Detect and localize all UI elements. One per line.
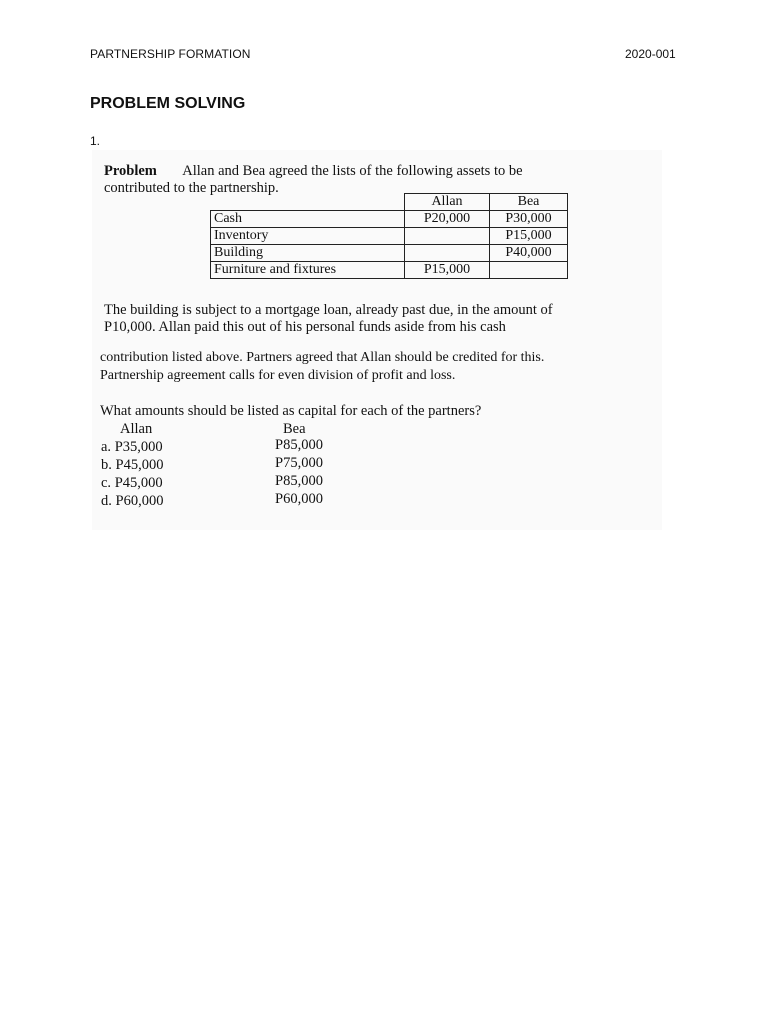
table-cell-asset: Building — [211, 245, 405, 262]
choices-header-allan: Allan — [120, 421, 153, 437]
table-cell-asset: Cash — [211, 211, 405, 228]
table-row — [211, 228, 568, 245]
table-row — [211, 211, 568, 228]
choice-bea-amount: P75,000 — [275, 455, 323, 471]
table-cell-bea: P30,000 — [490, 211, 568, 228]
choice-allan-amount: P35,000 — [114, 439, 163, 455]
choice-bea-amount: P85,000 — [275, 473, 323, 489]
table-cell-bea — [490, 262, 568, 279]
table-row — [211, 262, 568, 279]
paragraph-1-line-1: The building is subject to a mortgage loan, already past due, in the amount of — [104, 302, 553, 318]
table-row — [211, 245, 568, 262]
choices-header-bea: Bea — [283, 421, 306, 437]
table-cell-allan — [405, 245, 490, 262]
choice-allan-amount: P60,000 — [115, 493, 164, 509]
table-cell-allan — [405, 228, 490, 245]
table-header-row — [211, 194, 568, 211]
choice-allan-amount: P45,000 — [114, 475, 163, 491]
problem-intro-line-1 — [104, 163, 523, 180]
answer-choice-d — [101, 493, 163, 510]
table-cell-bea: P15,000 — [490, 228, 568, 245]
problem-label: Problem — [104, 163, 157, 179]
answer-choice-a — [101, 439, 163, 456]
header-code: 2020-001 — [625, 47, 676, 61]
table-header-bea: Bea — [490, 194, 568, 211]
choice-letter: c. — [101, 475, 112, 491]
choice-bea-amount: P85,000 — [275, 437, 323, 453]
table-cell-allan: P15,000 — [405, 262, 490, 279]
problem-intro-line-2: contributed to the partnership. — [104, 180, 279, 196]
paragraph-2-line-1: contribution listed above. Partners agreed that Allan should be credited for this. — [100, 350, 545, 365]
table-cell-bea: P40,000 — [490, 245, 568, 262]
paragraph-1-line-2: P10,000. Allan paid this out of his personal funds aside from his cash — [104, 319, 506, 335]
item-number: 1. — [90, 134, 101, 148]
table-header-allan: Allan — [405, 194, 490, 211]
paragraph-2-line-2: Partnership agreement calls for even division of profit and loss. — [100, 368, 456, 383]
table-cell-asset: Furniture and fixtures — [211, 262, 405, 279]
answer-choice-b — [101, 457, 163, 474]
table-header-blank — [211, 194, 405, 211]
problem-intro-text: Allan and Bea agreed the lists of the following assets to be — [182, 163, 523, 179]
section-title: PROBLEM SOLVING — [90, 95, 246, 112]
answer-choice-c — [101, 475, 163, 492]
choice-letter: b. — [101, 457, 112, 473]
choice-letter: a. — [101, 439, 112, 455]
header-title: PARTNERSHIP FORMATION — [90, 47, 251, 61]
table-cell-allan: P20,000 — [405, 211, 490, 228]
question-text: What amounts should be listed as capital for each of the partners? — [100, 403, 482, 419]
table-cell-asset: Inventory — [211, 228, 405, 245]
choice-allan-amount: P45,000 — [115, 457, 164, 473]
choice-letter: d. — [101, 493, 112, 509]
choice-bea-amount: P60,000 — [275, 491, 323, 507]
asset-contribution-table — [210, 193, 568, 279]
